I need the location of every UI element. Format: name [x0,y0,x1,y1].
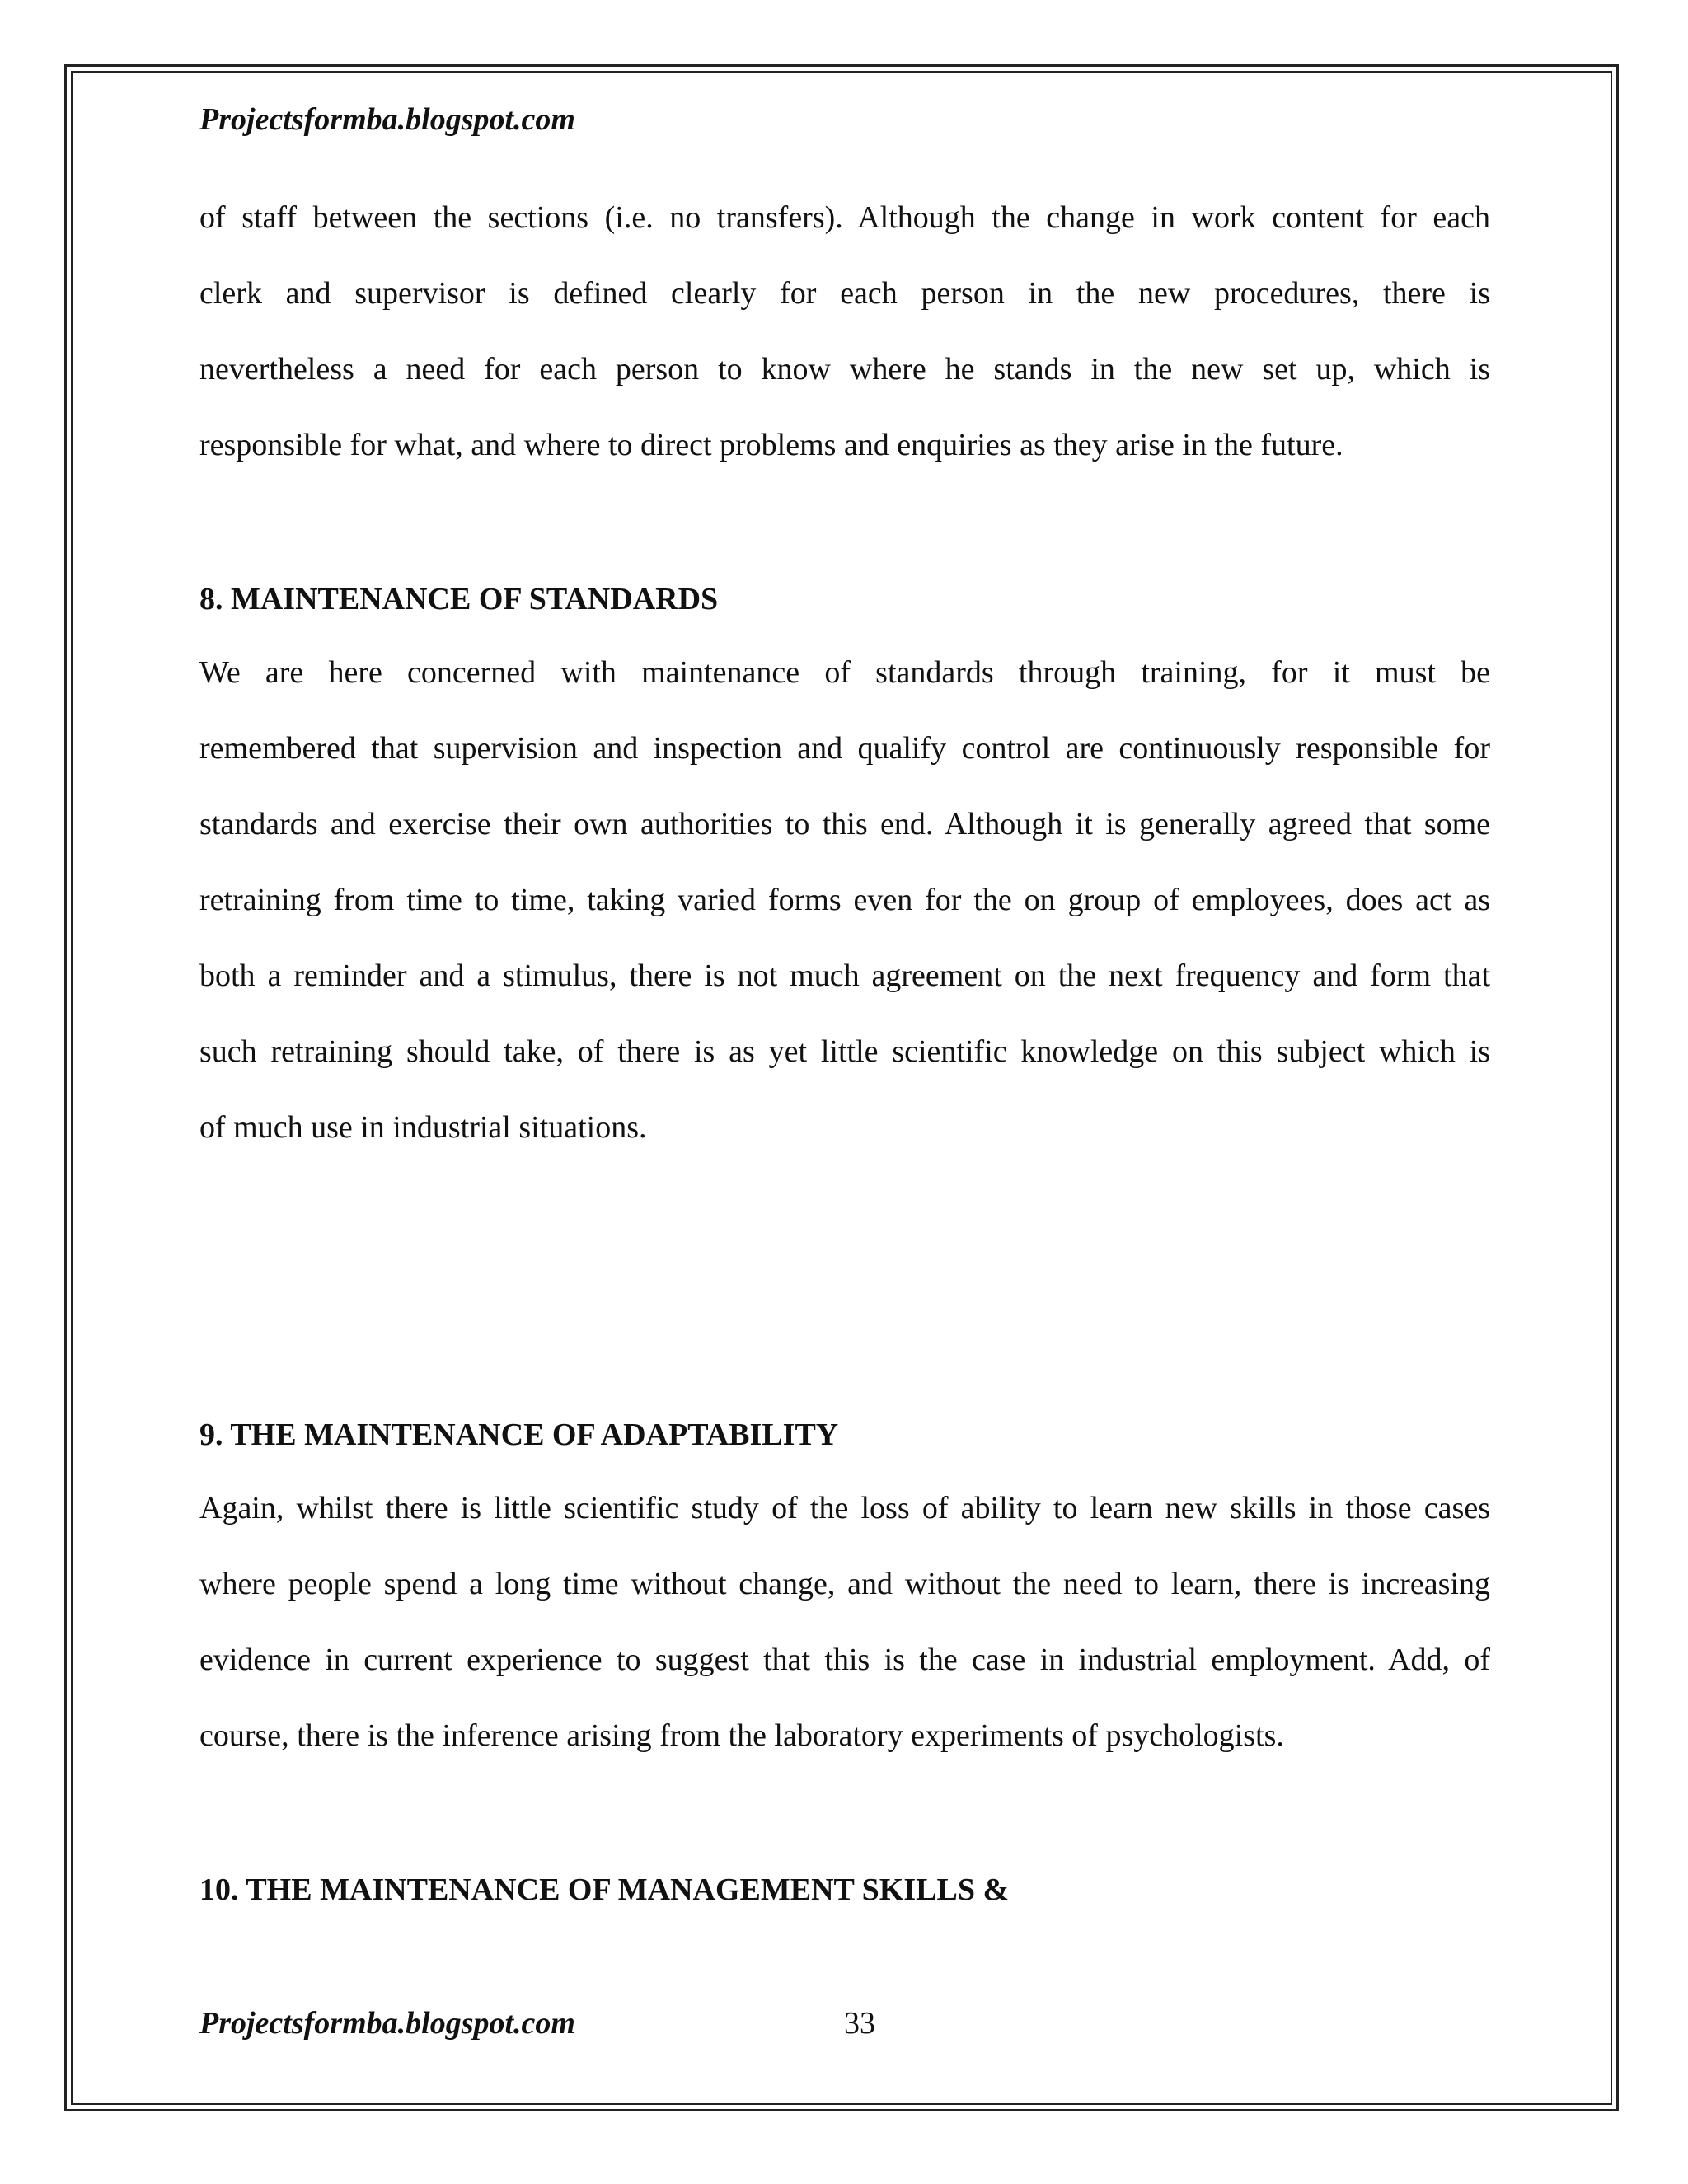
text-line: nevertheless a need for each person to know where he stands in the new set up, which is [199,352,1490,387]
text-line: both a reminder and a stimulus, there is not much agreement on the next frequency and form that [199,958,1490,993]
section-heading: 10. THE MAINTENANCE OF MANAGEMENT SKILLS & [199,1872,1010,1907]
text-line: where people spend a long time without change, and without the need to learn, there is increasing [199,1567,1490,1601]
header-site-name: Projectsformba.blogspot.com [199,102,575,137]
section-10 [199,1868,1490,1912]
section-heading: 9. THE MAINTENANCE OF ADAPTABILITY [199,1418,839,1452]
text-line: of much use in industrial situations. [199,1110,647,1145]
text-line: Again, whilst there is little scientific study of the loss of ability to learn new skills in those cases [199,1491,1490,1526]
text-line: We are here concerned with maintenance of standards through training, for it must be [199,655,1490,690]
intro-paragraph [199,180,1490,483]
text-line: clerk and supervisor is defined clearly for each person in the new procedures, there is [199,276,1490,311]
section-8 [199,577,1490,621]
text-line: standards and exercise their own authorities to this end. Although it is generally agreed that some [199,807,1490,841]
text-line: such retraining should take, of there is as yet little scientific knowledge on this subject which is [199,1034,1490,1069]
section-8-body [199,635,1490,1165]
section-heading: 8. MAINTENANCE OF STANDARDS [199,582,719,616]
section-9 [199,1413,1490,1457]
text-line: evidence in current experience to suggest that this is the case in industrial employment. Add, of [199,1643,1490,1677]
footer-site-name: Projectsformba.blogspot.com [199,2006,575,2041]
page-number: 33 [844,2006,875,2041]
text-line: retraining from time to time, taking varied forms even for the on group of employees, does act as [199,883,1490,917]
section-9-body [199,1470,1490,1774]
text-line: responsible for what, and where to direct problems and enquiries as they arise in the future. [199,428,1343,462]
text-line: remembered that supervision and inspection and qualify control are continuously responsible for [199,731,1490,766]
text-line: course, there is the inference arising from the laboratory experiments of psychologists. [199,1718,1284,1753]
text-line: of staff between the sections (i.e. no transfers). Although the change in work content for each [199,200,1490,235]
